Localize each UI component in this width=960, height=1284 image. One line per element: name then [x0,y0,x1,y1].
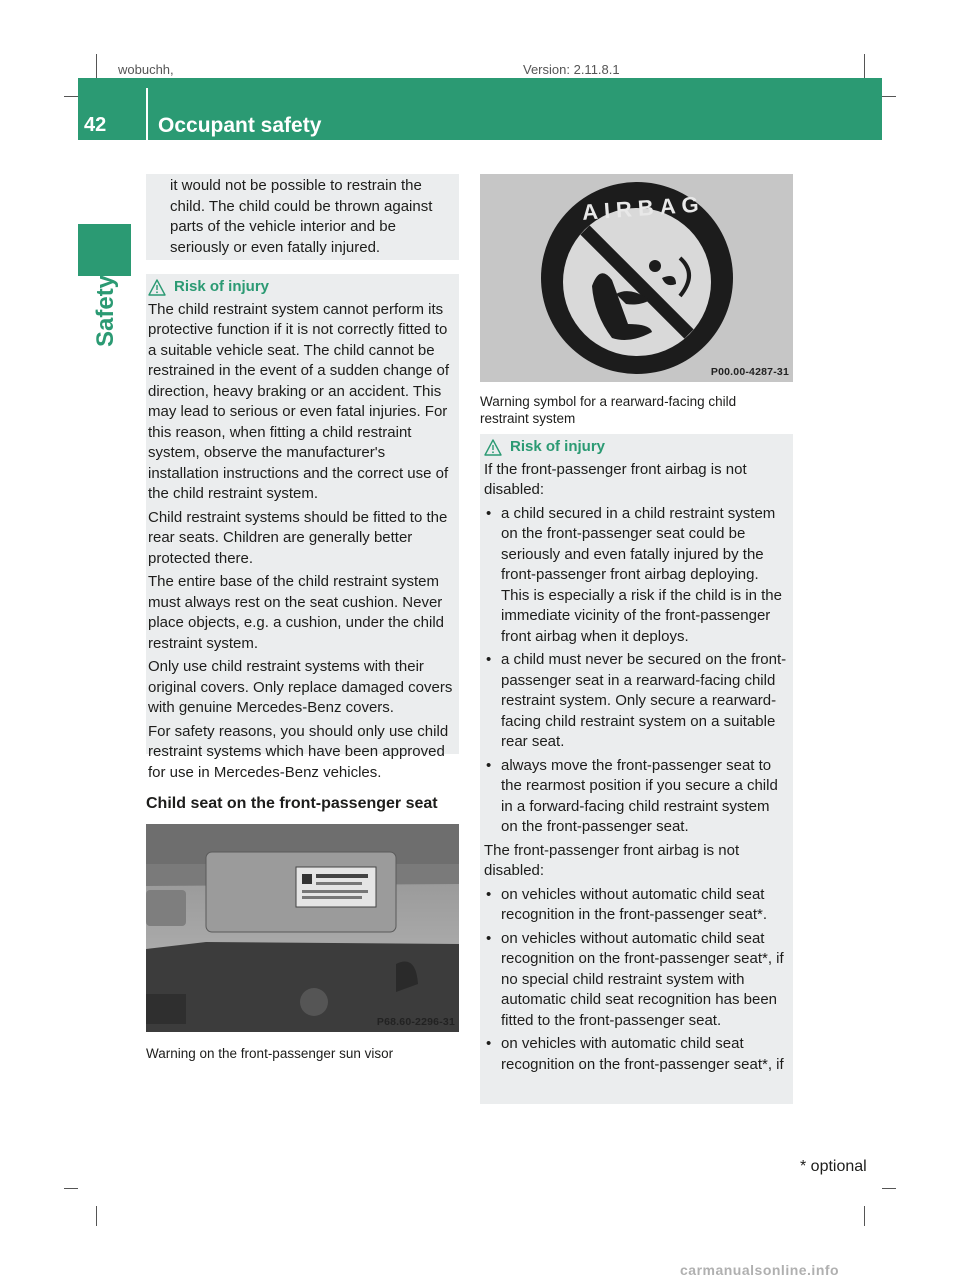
warning-paragraph: The entire base of the child restraint system must always rest on the seat cushion. Never place objects, e.g. a cushion, under the child restraint system. [148,573,445,652]
airbag-warning-photo [480,174,793,382]
warning-paragraph: Only use child restraint systems with their original covers. Only replace damaged covers with genuine Mercedes-Benz covers. [148,658,453,716]
crop-mark [882,1188,896,1189]
crop-mark [64,1188,78,1189]
warning-triangle-icon [484,439,502,456]
list-item: • on vehicles without automatic child seat recognition in the front-passenger seat*. [484,885,788,926]
crop-mark [882,96,896,97]
runner-left: wobuchh, [118,62,174,77]
warning-heading [484,437,788,458]
photo-code: P00.00-4287-31 [710,366,789,378]
crop-mark [864,1206,865,1226]
watermark: carmanualsonline.info [680,1262,840,1278]
warning-content [484,437,788,1078]
header-divider [146,88,148,140]
photo-code: P68.60-2296-31 [376,1016,455,1028]
list-item: • a child must never be secured on the front-passenger seat in a rearward-facing child restraint system. Only secure a rearward-facing child restraint system on a suitable rear seat. [484,650,788,753]
warning-heading [148,277,456,298]
section-heading: Child seat on the front-passenger seat [146,795,438,812]
warning-list [484,885,788,1076]
warning-paragraph: The child restraint system cannot perform its protective function if it is not correctly fitted to a suitable vehicle seat. The child cannot be restrained in the event of a sudden change of direction, heavy braking or an accident. This may lead to serious or even fatal injuries. For this reason, when fitting a child restraint system, observe the manufacturer's installation instructions and the correct use of the child restraint system. [148,300,450,502]
crop-mark [96,54,97,78]
list-item: • a child secured in a child restraint system on the front-passenger seat could be seriously and even fatally injured by the front-passenger front airbag deploying. This is especially a risk if the child is in the immediate vicinity of the front-passenger front airbag when it deploys. [484,504,788,648]
warning-triangle-icon [148,279,166,296]
warning-intro: If the front-passenger front airbag is not disabled: [484,460,747,498]
page-title: Occupant safety [158,114,322,137]
crop-mark [64,96,78,97]
crop-mark [864,54,865,78]
warning-content [148,277,456,786]
warning-list [484,504,788,838]
warning-intro: The front-passenger front airbag is not disabled: [484,841,740,879]
continuation-paragraph: it would not be possible to restrain the child. The child could be thrown against parts of the vehicle interior and be seriously or even fatally injured. [170,177,433,256]
warning-paragraph: Child restraint systems should be fitted to the rear seats. Children are generally better protected there. [148,508,448,567]
sun-visor-illustration [146,824,459,1032]
photo-caption: Warning symbol for a rearward-facing child restraint system [480,394,737,426]
section-tab [78,224,131,276]
page-number: 42 [84,114,107,136]
continuation-text [170,176,458,261]
runner-right: Version: 2.11.8.1 [523,62,620,77]
airbag-sign-text: AIRBAG [581,191,706,225]
warning-paragraph: For safety reasons, you should only use child restraint systems which have been approved for use in Mercedes-Benz vehicles. [148,722,449,781]
list-item: • on vehicles without automatic child seat recognition on the front-passenger seat*, if no special child restraint system with automatic child seat recognition has been fitted to the front-passenger seat. [484,929,788,1032]
photo-caption: Warning on the front-passenger sun visor [146,1046,394,1061]
list-item: • on vehicles with automatic child seat recognition on the front-passenger seat*, if [484,1034,788,1075]
crop-mark [96,1206,97,1226]
sun-visor-photo [146,824,459,1032]
warning-title: Risk of injury [174,278,270,295]
warning-title: Risk of injury [510,438,606,455]
section-label: Safety [92,274,119,347]
footer-note: * optional [800,1158,867,1175]
list-item: • always move the front-passenger seat to the rearmost position if you secure a child in a forward-facing child restraint system on the front-passenger seat. [484,756,788,838]
